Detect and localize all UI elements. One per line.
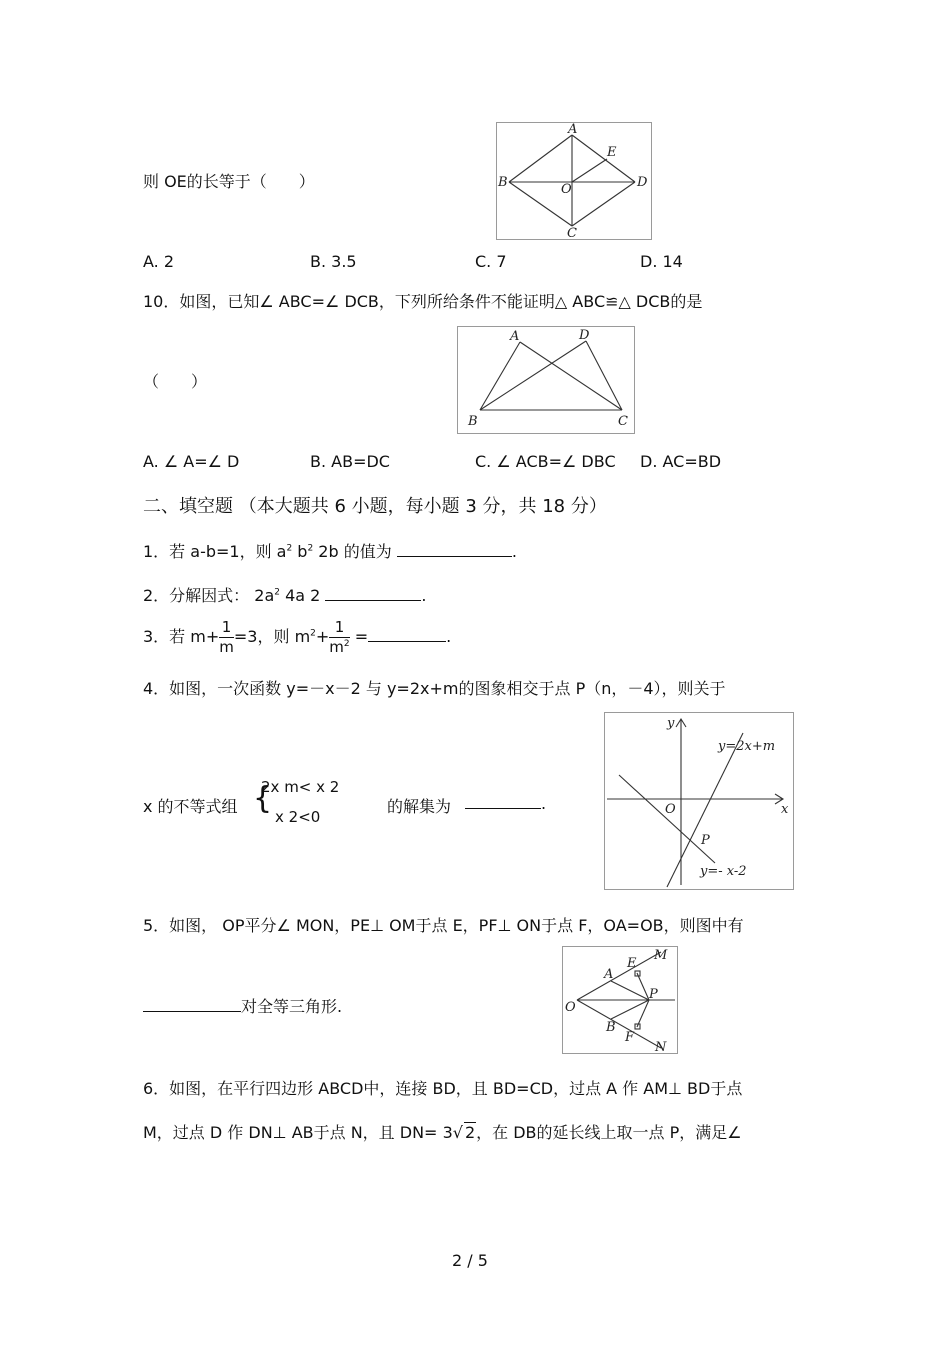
- q10-option-d: D. AC=BD: [640, 452, 722, 471]
- fill-q2-mid: 4a 2: [280, 586, 326, 605]
- fill-q5-label-B: B: [606, 1020, 616, 1035]
- q9-label-O: O: [561, 182, 572, 197]
- q9-label-A: A: [568, 123, 578, 137]
- fill-q4-end: .: [541, 794, 547, 813]
- fill-q4-line2-label: y=- x-2: [700, 864, 747, 879]
- fill-q4-post: 的解集为: [387, 797, 452, 816]
- fill-q6-line2: [143, 1120, 742, 1143]
- fill-q4-axis-y: y: [667, 716, 675, 731]
- fill-q5-label-P: P: [649, 987, 658, 1002]
- fill-q5-label-E: E: [627, 956, 637, 971]
- fill-q4-point-P: P: [701, 833, 710, 848]
- q9-label-D: D: [637, 175, 648, 190]
- fill-q3-eq: =: [349, 627, 369, 646]
- q10-label-A: A: [510, 329, 520, 344]
- fill-q3-sup: 2: [310, 628, 316, 639]
- q9-option-b: B. 3.5: [310, 252, 357, 271]
- q10-option-a: A. ∠ A=∠ D: [143, 452, 240, 471]
- fill-q2-end: .: [421, 586, 427, 605]
- fill-q2-answer-blank[interactable]: [325, 586, 421, 601]
- fill-q3-fraction-2: [329, 620, 349, 655]
- fill-q4-answer-blank[interactable]: [465, 794, 541, 809]
- fill-q6-line2-pre: M，过点 D 作 DN⊥ AB于点 N，且 DN=: [143, 1123, 438, 1142]
- fill-q6-line2-post: ，在 DB的延长线上取一点 P，满足∠: [476, 1123, 742, 1142]
- q10-label-D: D: [579, 328, 590, 343]
- fill-q1-answer-blank[interactable]: [397, 542, 512, 557]
- fill-q1-end: .: [511, 542, 517, 561]
- fill-q3-den2-sup: 2: [343, 639, 350, 649]
- fill-q4-line1-label: y=2x+m: [718, 739, 776, 754]
- fill-q1-mid2: 2b 的值为: [313, 542, 392, 561]
- q10-figure-triangles: [457, 326, 635, 434]
- fill-q3-den1: m: [219, 638, 234, 656]
- fill-q3-mid: =3，则 m: [233, 627, 311, 646]
- fill-q5-tail: 对全等三角形.: [241, 997, 343, 1016]
- fill-q5-label-O: O: [565, 1000, 576, 1015]
- fill-q1-mid1: b: [292, 542, 308, 561]
- fill-q3-fraction-1: [219, 620, 234, 655]
- q9-stem-tail: 则 OE的长等于（ ）: [143, 172, 315, 191]
- q9-label-C: C: [567, 226, 577, 239]
- q10-stem: 10．如图，已知∠ ABC=∠ DCB，下列所给条件不能证明△ ABC≌△ DCB的是: [143, 292, 703, 311]
- q10-label-C: C: [618, 414, 628, 429]
- q10-paren: （ ）: [143, 372, 208, 391]
- fill-q3-num1: 1: [219, 620, 234, 638]
- q10-option-c: C. ∠ ACB=∠ DBC: [475, 452, 616, 471]
- q9-option-a: A. 2: [143, 252, 175, 271]
- fill-q2-pre: 2．分解因式： 2a: [143, 586, 275, 605]
- fill-q6-coef: 3: [442, 1123, 453, 1142]
- fill-q1-sup1: 2: [286, 543, 293, 554]
- fill-q4-pre: x 的不等式组: [143, 797, 238, 816]
- brace-icon: {: [253, 781, 273, 816]
- fill-q3: [143, 620, 451, 655]
- fill-q1: [143, 539, 517, 562]
- fill-q4-stem: 4．如图，一次函数 y=－x－2 与 y=2x+m的图象相交于点 P（n，－4），则关于: [143, 679, 726, 698]
- fill-q3-den2: m: [329, 638, 344, 656]
- fill-q1-sup2: 2: [307, 543, 314, 554]
- section-heading-fill-in: 二、填空题 （本大题共 6 小题，每小题 3 分，共 18 分）: [143, 496, 607, 517]
- q9-label-E: E: [607, 145, 617, 160]
- page-number: 2 / 5: [452, 1251, 488, 1270]
- fill-q3-answer-blank[interactable]: [368, 627, 446, 642]
- fill-q6-radicand: 2: [464, 1123, 476, 1142]
- q9-option-c: C. 7: [475, 252, 507, 271]
- fill-q5-label-F: F: [625, 1030, 635, 1045]
- fill-q5-tail-line: [143, 994, 342, 1017]
- fill-q4-row2: x 2<0: [275, 808, 321, 826]
- q9-option-d: D. 14: [640, 252, 683, 271]
- fill-q3-plus: +: [315, 627, 330, 646]
- fill-q5-figure-angle: [562, 946, 678, 1054]
- fill-q6-line1: 6．如图，在平行四边形 ABCD中，连接 BD，且 BD=CD，过点 A 作 AM⊥ BD于点: [143, 1079, 743, 1098]
- fill-q3-end: .: [446, 627, 452, 646]
- fill-q2-sup1: 2: [274, 587, 280, 598]
- q10-option-b: B. AB=DC: [310, 452, 390, 471]
- fill-q5-label-N: N: [655, 1040, 667, 1053]
- q9-figure-rhombus: [496, 122, 652, 240]
- fill-q4-row1: 2x m< x 2: [261, 778, 340, 796]
- fill-q4-origin: O: [665, 802, 676, 817]
- q9-label-B: B: [498, 175, 508, 190]
- fill-q4-figure-graph: [604, 712, 794, 890]
- sqrt-icon: √: [452, 1123, 463, 1142]
- fill-q1-pre: 1．若 a-b=1，则 a: [143, 542, 287, 561]
- q10-label-B: B: [468, 414, 478, 429]
- fill-q3-pre: 3．若 m+: [143, 627, 220, 646]
- fill-q5-answer-blank[interactable]: [143, 997, 241, 1012]
- fill-q2: [143, 583, 427, 606]
- fill-q3-num2: 1: [329, 620, 349, 638]
- fill-q5-label-A: A: [604, 967, 614, 982]
- fill-q4-axis-x: x: [781, 802, 789, 817]
- fill-q5-stem: 5．如图， OP平分∠ MON，PE⊥ OM于点 E，PF⊥ ON于点 F，OA=OB，则图中有: [143, 916, 744, 935]
- fill-q5-label-M: M: [654, 948, 668, 963]
